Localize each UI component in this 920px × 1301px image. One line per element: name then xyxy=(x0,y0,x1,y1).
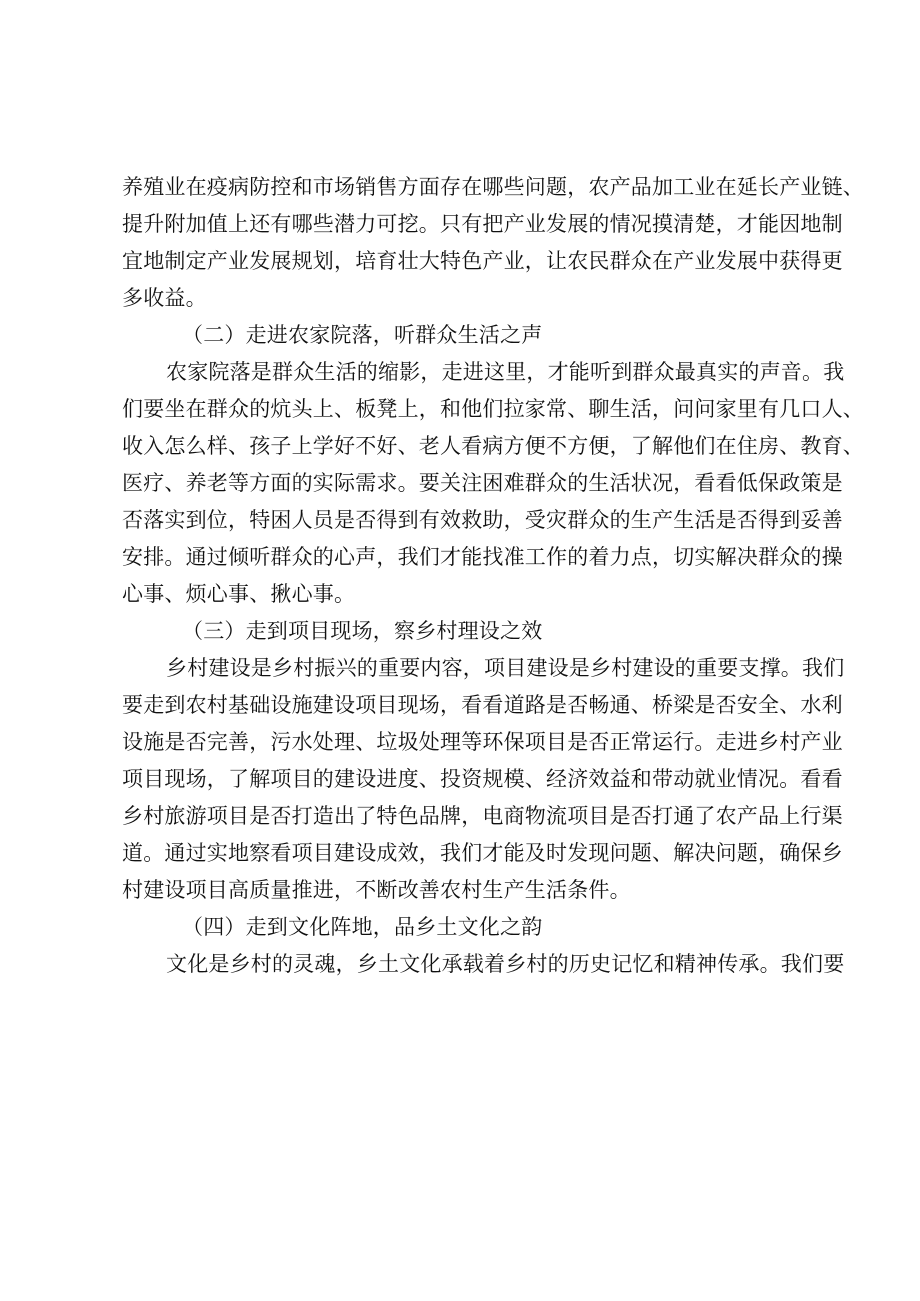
section-heading-2: （二）走进农家院落，听群众生活之声 xyxy=(182,323,543,347)
body-line: 医疗、养老等方面的实际需求。要关注困难群众的生活状况，看看低保政策是 xyxy=(122,471,843,495)
body-line: 多收益。 xyxy=(122,286,207,310)
section-heading-4: （四）走到文化阵地，品乡土文化之韵 xyxy=(182,915,543,939)
paragraph-first-line: 文化是乡村的灵魂，乡土文化承载着乡村的历史记忆和精神传承。我们要 xyxy=(166,952,845,976)
body-line: 心事、烦心事、揪心事。 xyxy=(122,582,356,606)
body-line: 道。通过实地察看项目建设成效，我们才能及时发现问题、解决问题，确保乡 xyxy=(122,841,843,865)
body-line: 项目现场，了解项目的建设进度、投资规模、经济效益和带动就业情况。看看 xyxy=(122,767,843,791)
body-line: 设施是否完善，污水处理、垃圾处理等环保项目是否正常运行。走进乡村产业 xyxy=(122,730,843,754)
document-page xyxy=(122,169,864,983)
body-line: 乡村旅游项目是否打造出了特色品牌，电商物流项目是否打通了农产品上行渠 xyxy=(122,804,843,828)
body-line: 否落实到位，特困人员是否得到有效救助，受灾群众的生产生活是否得到妥善 xyxy=(122,508,843,532)
body-line: 要走到农村基础设施建设项目现场，看看道路是否畅通、桥梁是否安全、水利 xyxy=(122,693,843,717)
body-line: 村建设项目高质量推进，不断改善农村生产生活条件。 xyxy=(122,878,631,902)
body-line: 提升附加值上还有哪些潜力可挖。只有把产业发展的情况摸清楚，才能因地制 xyxy=(122,212,843,236)
body-line: 宜地制定产业发展规划，培育壮大特色产业，让农民群众在产业发展中获得更 xyxy=(122,249,843,273)
body-line: 安排。通过倾听群众的心声，我们才能找准工作的着力点，切实解决群众的操 xyxy=(122,545,843,569)
body-line: 们要坐在群众的炕头上、板凳上，和他们拉家常、聊生活，问问家里有几口人、 xyxy=(122,397,864,421)
paragraph-first-line: 乡村建设是乡村振兴的重要内容，项目建设是乡村建设的重要支撑。我们 xyxy=(166,656,845,680)
body-line: 养殖业在疫病防控和市场销售方面存在哪些问题，农产品加工业在延长产业链、 xyxy=(122,175,864,199)
body-line: 收入怎么样、孩子上学好不好、老人看病方便不方便，了解他们在住房、教育、 xyxy=(122,434,864,458)
section-heading-3: （三）走到项目现场，察乡村理设之效 xyxy=(182,619,543,643)
paragraph-first-line: 农家院落是群众生活的缩影，走进这里，才能听到群众最真实的声音。我 xyxy=(166,360,845,384)
